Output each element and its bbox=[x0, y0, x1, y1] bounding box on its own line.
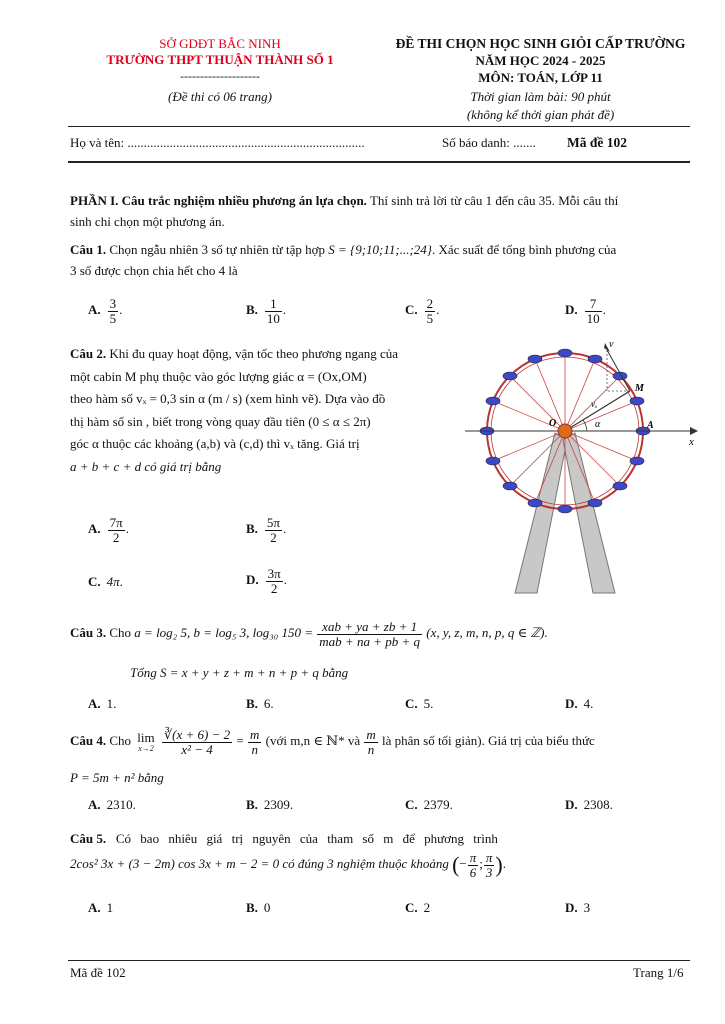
exam-subject: MÔN: TOÁN, LỚP 11 bbox=[478, 70, 603, 85]
q3-num: xab + ya + zb + 1 bbox=[317, 620, 422, 635]
wheel-hub bbox=[558, 424, 572, 438]
q1-d-label: D. bbox=[565, 302, 578, 318]
q2-a-frac bbox=[108, 516, 125, 544]
question-1 bbox=[70, 240, 695, 281]
q1-option-a[interactable]: A. $\frac{3}{5}$ . bbox=[88, 296, 123, 326]
section-text-2: sinh chỉ chọn một phương án. bbox=[70, 213, 225, 229]
name-field: Họ và tên: ......................................................................... bbox=[70, 135, 365, 150]
ferris-leg-right bbox=[563, 433, 615, 593]
q4-option-d[interactable] bbox=[565, 797, 613, 813]
label-alpha: α bbox=[595, 419, 601, 430]
q4-b-label: B. bbox=[246, 797, 258, 812]
header-dashes: -------------------- bbox=[180, 69, 260, 83]
q3-option-c[interactable] bbox=[405, 696, 433, 712]
header-rule-bottom bbox=[68, 161, 690, 163]
q2-d-den: 2 bbox=[270, 580, 278, 596]
q4-text-b: (với m,n ∈ ℕ* và bbox=[265, 733, 361, 749]
q4-text-c: là phân số tối giản). Giá trị của biểu thức bbox=[381, 733, 595, 749]
q2-b-den: 2 bbox=[270, 529, 277, 545]
x-axis-arrow bbox=[690, 427, 698, 435]
label-a: A bbox=[647, 420, 654, 431]
q1-c-num: 2 bbox=[426, 296, 434, 311]
label-v: v⃗ bbox=[609, 339, 622, 350]
q4-lim bbox=[135, 731, 156, 753]
header-rule-top bbox=[68, 126, 690, 127]
q5-c-label: C. bbox=[405, 900, 418, 915]
q4-n: n bbox=[251, 741, 258, 757]
q4-text-a: Cho bbox=[106, 733, 135, 749]
q5-line1: Có bao nhiêu giá trị nguyên của tham số m để phương trình bbox=[115, 831, 498, 846]
q2-option-a[interactable]: A. $\frac{7\pi}{2}$ . bbox=[88, 515, 129, 545]
q4-lim-word: lim bbox=[137, 730, 155, 746]
q1-option-c[interactable]: C. $\frac{2}{5}$ . bbox=[405, 296, 440, 326]
ferris-leg-left bbox=[515, 433, 567, 593]
dept-name: SỞ GDĐT BẮC NINH bbox=[159, 36, 281, 51]
q3-line2-text: Tổng S = x + y + z + m + n + p + q bằng bbox=[130, 665, 349, 680]
q4-option-a[interactable] bbox=[88, 797, 136, 813]
q2-b-frac bbox=[265, 516, 282, 544]
q2-line4: thị hàm số sin , biết trong vòng quay đầu tiên (0 ≤ α ≤ 2π) bbox=[70, 413, 371, 429]
q4-option-b[interactable] bbox=[246, 797, 293, 813]
q4-m: m bbox=[250, 727, 260, 742]
q3-cond: (x, y, z, m, n, p, q ∈ ℤ). bbox=[426, 625, 548, 641]
q4-line2-text: P = 5m + n² bằng bbox=[70, 770, 164, 785]
q4-option-c[interactable] bbox=[405, 797, 453, 813]
q1-d-num: 7 bbox=[585, 297, 602, 312]
section-text-1: Thí sinh trả lời từ câu 1 đến câu 35. Mỗi câu thí bbox=[366, 193, 619, 208]
question-5: Câu 5. Có bao nhiêu giá trị nguyên của tham số m để phương trình 2cos² 3x + (3 − 2m) cos 3x + m − 2 = 0 có đúng 3 nghiệm thuộc khoảng (− $\frac{\pi}{6}$ ; $\frac{\pi}{3}$ ). bbox=[70, 831, 506, 880]
q5-d-text: 3 bbox=[583, 900, 591, 915]
q4-frac bbox=[162, 728, 232, 756]
q2-c-text: 4π bbox=[106, 574, 120, 589]
q5-int-b bbox=[484, 851, 495, 879]
q1-c-label: C. bbox=[405, 302, 418, 318]
q1-option-d[interactable]: D. $\frac{7}{10}$ . bbox=[565, 296, 606, 326]
label-o: O bbox=[549, 418, 557, 429]
q5-a-text: 1 bbox=[106, 900, 114, 915]
q1-b-label: B. bbox=[246, 302, 258, 318]
q2-line6: a + b + c + d có giá trị bằng bbox=[70, 458, 222, 474]
q1-text-a: Chọn ngẫu nhiên 3 số tự nhiên từ tập hợp bbox=[106, 242, 329, 257]
footer-page: Trang 1/6 bbox=[633, 965, 684, 980]
q5-label: Câu 5. bbox=[70, 831, 107, 846]
q5-option-d[interactable] bbox=[565, 900, 590, 916]
q1-a-label: A. bbox=[88, 302, 101, 318]
q1-b-num: 1 bbox=[265, 297, 282, 312]
q5-option-c[interactable] bbox=[405, 900, 430, 916]
q5-int-a bbox=[468, 851, 479, 879]
q5-d-label: D. bbox=[565, 900, 578, 915]
q1-set: S = {9;10;11;...;24} bbox=[328, 242, 432, 257]
q5-int-a-num: π bbox=[469, 850, 477, 865]
q5-paren-open: ( bbox=[452, 852, 460, 878]
q1-label: Câu 1. bbox=[70, 242, 107, 257]
q4-n2: n bbox=[367, 741, 375, 757]
q4-lim-sub: x→2 bbox=[138, 743, 154, 753]
q3-b-label: B. bbox=[246, 696, 258, 711]
q2-a-den: 2 bbox=[112, 529, 120, 545]
q4-mn2 bbox=[364, 728, 377, 756]
exam-time: Thời gian làm bài: 90 phút bbox=[470, 89, 611, 104]
q2-line2: một cabin M phụ thuộc vào góc lượng giác α = (Ox,OM) bbox=[70, 368, 367, 384]
q3-a-text: 1. bbox=[106, 696, 117, 711]
q2-c-label: C. bbox=[88, 574, 101, 589]
q2-label: Câu 2. bbox=[70, 346, 107, 361]
q1-text-b: . Xác suất để tổng bình phương của bbox=[432, 242, 617, 257]
q3-option-b[interactable] bbox=[246, 696, 274, 712]
q3-c-label: C. bbox=[405, 696, 418, 711]
q4-eq: = bbox=[236, 733, 244, 749]
q1-option-b[interactable]: B. $\frac{1}{10}$ . bbox=[246, 296, 287, 326]
label-m: M bbox=[635, 383, 644, 394]
velocity-vector bbox=[607, 350, 630, 391]
label-x: x bbox=[689, 436, 694, 448]
q1-c-frac bbox=[425, 297, 436, 325]
q4-d-text: 2308. bbox=[583, 797, 613, 812]
q2-option-c[interactable]: C. 4π. bbox=[88, 574, 123, 589]
q5-b-label: B. bbox=[246, 900, 258, 915]
q2-option-b[interactable]: B. $\frac{5\pi}{2}$ . bbox=[246, 515, 287, 545]
exam-year: NĂM HỌC 2024 - 2025 bbox=[475, 53, 606, 68]
q4-c-text: 2379. bbox=[423, 797, 453, 812]
exam-time-note: (không kể thời gian phát đề) bbox=[466, 107, 615, 122]
q1-a-den: 5 bbox=[109, 310, 117, 326]
q2-a-label: A. bbox=[88, 521, 101, 537]
question-4 bbox=[70, 728, 695, 756]
question-3 bbox=[70, 620, 695, 648]
q2-d-num: 3π bbox=[267, 566, 281, 581]
exam-code: Mã đề 102 bbox=[567, 135, 627, 150]
q5-option-b[interactable] bbox=[246, 900, 270, 916]
q3-a-label: A. bbox=[88, 696, 101, 711]
q2-d-label: D. bbox=[246, 572, 259, 588]
q1-d-den: 10 bbox=[586, 310, 600, 326]
q5-int-b-num: π bbox=[485, 850, 493, 865]
q4-m2: m bbox=[366, 727, 376, 742]
q3-den: mab + na + pb + q bbox=[319, 633, 420, 649]
q5-line2: 2cos² 3x + (3 − 2m) cos 3x + m − 2 = 0 có đúng 3 nghiệm thuộc khoảng bbox=[70, 856, 449, 872]
q5-option-a[interactable] bbox=[88, 900, 113, 916]
q1-b-frac bbox=[265, 297, 282, 325]
q5-b-text: 0 bbox=[263, 900, 271, 915]
q5-paren-close: ) bbox=[495, 852, 503, 878]
q3-c-text: 5. bbox=[423, 696, 434, 711]
q1-c-den: 5 bbox=[426, 310, 434, 326]
exam-title: ĐỀ THI CHỌN HỌC SINH GIỎI CẤP TRƯỜNG bbox=[395, 36, 686, 51]
ferris-wheel-figure bbox=[455, 335, 705, 595]
q5-int-a-den: 6 bbox=[469, 864, 477, 880]
label-vx: vₓ bbox=[591, 399, 598, 409]
q4-d-label: D. bbox=[565, 797, 578, 812]
q2-line1: Khi đu quay hoạt động, vận tốc theo phương ngang của bbox=[106, 346, 399, 361]
q1-a-frac bbox=[108, 297, 119, 325]
q2-line5: góc α thuộc các khoảng (a,b) và (c,d) thì vₓ tăng. Giá trị bbox=[70, 436, 360, 451]
q3-text-a: Cho bbox=[106, 625, 135, 641]
school-name: TRƯỜNG THPT THUẬN THÀNH SỐ 1 bbox=[106, 52, 334, 67]
q3-expr: a = log₂ 5, b = log₅ 3, log₃₀ 150 = bbox=[134, 625, 314, 641]
q3-d-text: 4. bbox=[583, 696, 594, 711]
q2-option-d[interactable]: D. $\frac{3\pi}{2}$ . bbox=[246, 566, 287, 596]
sbd-field: Số báo danh: ....... bbox=[442, 135, 536, 150]
q5-c-text: 2 bbox=[423, 900, 431, 915]
q1-a-num: 3 bbox=[109, 296, 117, 311]
q3-line2 bbox=[130, 665, 348, 681]
question-2 bbox=[70, 343, 435, 478]
q2-a-num: 7π bbox=[109, 515, 123, 530]
q5-int-b-den: 3 bbox=[485, 864, 493, 880]
q2-d-frac bbox=[266, 567, 283, 595]
q3-option-a[interactable] bbox=[88, 696, 116, 712]
q3-label: Câu 3. bbox=[70, 625, 107, 641]
q1-d-frac bbox=[585, 297, 602, 325]
q3-option-d[interactable] bbox=[565, 696, 593, 712]
pages-note: (Đề thi có 06 trang) bbox=[168, 89, 272, 104]
q3-d-label: D. bbox=[565, 696, 578, 711]
section-intro bbox=[70, 191, 695, 232]
q1-b-den: 10 bbox=[266, 310, 280, 326]
q4-line2 bbox=[70, 770, 164, 786]
q4-c-label: C. bbox=[405, 797, 418, 812]
q4-mn bbox=[248, 728, 261, 756]
q5-a-label: A. bbox=[88, 900, 101, 915]
q3-b-text: 6. bbox=[263, 696, 274, 711]
q4-num: ∛(x + 6) − 2 bbox=[163, 727, 231, 742]
section-title: PHẦN I. Câu trắc nghiệm nhiều phương án lựa chọn. bbox=[70, 193, 367, 208]
q3-frac bbox=[317, 620, 422, 648]
q4-den: x² − 4 bbox=[181, 741, 213, 757]
q4-a-label: A. bbox=[88, 797, 101, 812]
footer-code: Mã đề 102 bbox=[70, 965, 126, 980]
q1-line2: 3 số được chọn chia hết cho 4 là bbox=[70, 262, 238, 278]
q4-label: Câu 4. bbox=[70, 733, 107, 749]
q2-b-label: B. bbox=[246, 521, 258, 537]
q4-a-text: 2310. bbox=[106, 797, 136, 812]
q4-b-text: 2309. bbox=[263, 797, 294, 812]
q2-b-num: 5π bbox=[266, 515, 280, 530]
q2-line3: theo hàm số vₓ = 0,3 sin α (m / s) (xem hình vẽ). Dựa vào đồ bbox=[70, 391, 386, 406]
footer-rule bbox=[68, 960, 690, 961]
